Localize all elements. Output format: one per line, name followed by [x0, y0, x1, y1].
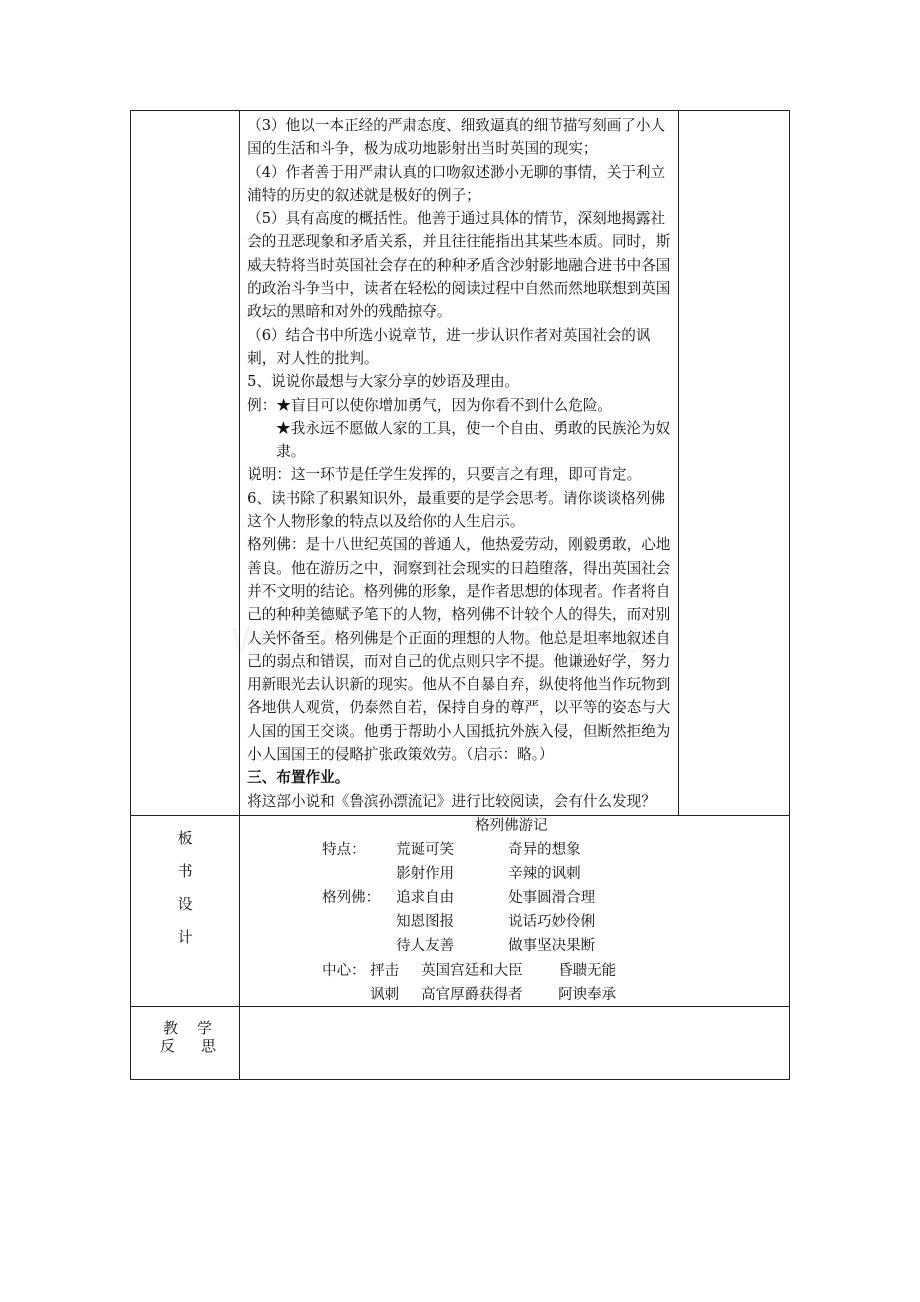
task-6: 6、读书除了积累知识外，最重要的是学会思考。请你谈谈格列佛这个人物形象的特点以及给你的人生启示。 [247, 489, 666, 531]
gulliver-label: 格列佛： [322, 889, 381, 906]
blackboard-content-cell [240, 815, 790, 1006]
lesson-plan-table [130, 110, 790, 1080]
label-char: 设 [177, 894, 193, 913]
point-5: （5）具有高度的概括性。他善于通过具体的情节，深刻地揭露社会的丑恶现象和矛盾关系，并且往往能指出其某些本质。同时，斯威夫特将当时英国社会存在的种种矛盾含沙射影地融合进书中各国的政治斗争当中，读者在轻松的阅读过程中自然而然地联想到英国政坛的黑暗和对外的残酷掠夺。 [247, 210, 671, 321]
center-target: 英国宫廷和大臣 [421, 962, 523, 979]
quote-example-2: ★我永远不愿做人家的工具，使一个自由、勇敢的民族沦为奴隶。 [276, 419, 671, 461]
homework-heading: 三、布置作业。 [247, 769, 350, 787]
lesson-content-cell [240, 111, 679, 816]
point-3: （3）他以一本正经的严肃态度、细致逼真的细节描写刻画了小人国的生活和斗争，极为成功地影射出当时英国的现实； [247, 117, 666, 158]
center-verb: 讽刺 [370, 986, 400, 1003]
left-cell [131, 111, 240, 816]
right-cell [678, 111, 789, 816]
task-5-note: 说明：这一环节是任学生发挥的，只要言之有理，即可肯定。 [247, 466, 642, 484]
blackboard-design-row [131, 815, 790, 1006]
center-trait: 昏聩无能 [558, 962, 617, 979]
trait-item: 说话巧妙伶俐 [508, 913, 596, 930]
trait-item: 待人友善 [396, 937, 455, 954]
feature-item: 奇异的想象 [508, 841, 581, 858]
trait-item: 知恩图报 [396, 913, 455, 930]
blackboard-label-cell [131, 815, 240, 1006]
point-4: （4）作者善于用严肃认真的口吻叙述渺小无聊的事情，关于利立浦特的历史的叙述就是极好的例子； [247, 163, 666, 204]
label-char: 书 [177, 861, 193, 880]
quote-example-1: 例：★盲目可以使你增加勇气，因为你看不到什么危险。 [247, 396, 613, 414]
point-6: （6）结合书中所选小说章节，进一步认识作者对英国社会的讽刺，对人性的批判。 [247, 326, 651, 367]
label-char: 教 [163, 1018, 179, 1037]
feature-item: 影射作用 [396, 865, 455, 882]
teaching-process-row [131, 111, 790, 816]
center-label: 中心： [322, 962, 366, 979]
reflection-row [131, 1006, 790, 1079]
trait-item: 追求自由 [396, 889, 455, 906]
center-verb: 抨击 [370, 962, 400, 979]
label-char: 板 [177, 828, 193, 847]
label-char: 思 [201, 1036, 217, 1055]
trait-item: 做事坚决果断 [508, 937, 596, 954]
reflection-content-cell [240, 1006, 790, 1079]
feature-item: 辛辣的讽刺 [508, 865, 581, 882]
features-label: 特点： [322, 841, 366, 858]
center-target: 高官厚爵获得者 [421, 986, 523, 1003]
label-char: 学 [197, 1018, 213, 1037]
trait-item: 处事圆滑合理 [508, 889, 596, 906]
reflection-label-cell [131, 1006, 240, 1079]
center-trait: 阿谀奉承 [558, 986, 617, 1003]
board-title: 格列佛游记 [475, 817, 548, 834]
gulliver-analysis: 格列佛：是十八世纪英国的普通人，他热爱劳动，刚毅勇敢，心地善良。他在游历之中，洞察到社会现实的日趋堕落，得出英国社会并不文明的结论。格列佛的形象，是作者思想的体现者。作者将自己的种种美德赋予笔下的人物，格列佛不计较个人的得失，而对别人关怀备至。格列佛是个正面的理想的人物。他总是坦率地叙述自己的弱点和错误，而对自己的优点则只字不提。他谦逊好学，努力用新眼光去认识新的现实。他从不自暴自弃，纵使将他当作玩物到各地供人观赏，仍泰然自若，保持自身的尊严，以平等的姿态与大人国的国王交谈。他勇于帮助小人国抵抗外族入侵，但断然拒绝为小人国国王的侵略扩张政策效劳。（启示：略。） [247, 536, 671, 764]
feature-item: 荒诞可笑 [396, 841, 455, 858]
task-5: 5、说说你最想与大家分享的妙语及理由。 [247, 373, 520, 391]
label-char: 反 [160, 1036, 176, 1055]
label-char: 计 [177, 927, 193, 946]
homework-text: 将这部小说和《鲁滨孙漂流记》进行比较阅读，会有什么发现？ [247, 792, 656, 810]
